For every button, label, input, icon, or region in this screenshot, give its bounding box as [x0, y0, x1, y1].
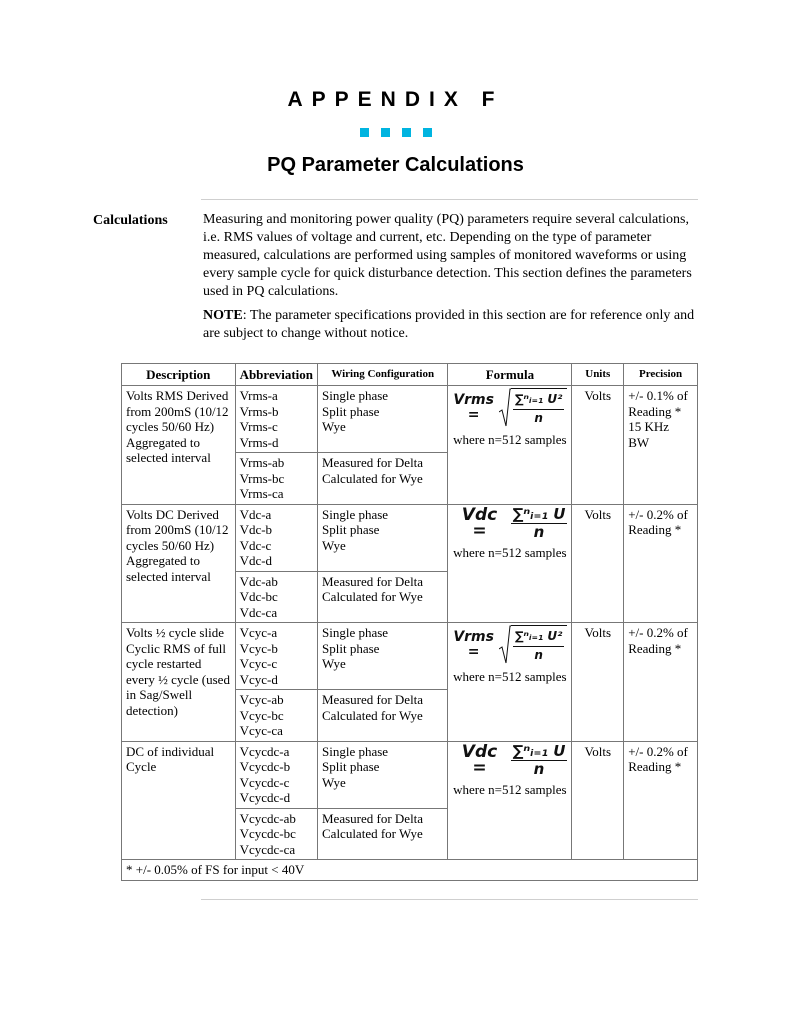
formula-numerator: ∑ⁿᵢ₌₁ U² [513, 392, 564, 410]
formula-lhs: Vdc = [461, 742, 498, 778]
cell-description: Volts ½ cycle slide Cyclic RMS of full cycle restarted every ½ cycle (used in Sag/Swell detection) [122, 623, 236, 742]
formula-lhs: Vdc = [461, 505, 498, 541]
header-precision: Precision [624, 364, 698, 386]
formula-denominator: n [534, 410, 543, 425]
table-footnote: * +/- 0.05% of FS for input < 40V [122, 860, 698, 881]
formula-fraction [513, 629, 564, 663]
cell-abbreviation: Vcyc-a Vcyc-b Vcyc-c Vcyc-d [235, 623, 317, 690]
header-description: Description [122, 364, 236, 386]
note-text: : The parameter specifications provided in this section are for reference only and are subject to change without notice. [203, 308, 695, 341]
cell-units: Volts [572, 386, 624, 505]
formula-expression [452, 625, 567, 665]
cell-formula [448, 741, 572, 860]
cell-abbreviation: Vcycdc-a Vcycdc-b Vcycdc-c Vcycdc-d [235, 741, 317, 808]
cell-units: Volts [572, 623, 624, 742]
formula-numerator: ∑ⁿᵢ₌₁ U [512, 741, 566, 760]
formula-fraction [511, 504, 568, 541]
table-header-row [122, 364, 698, 386]
formula-denominator: n [533, 760, 545, 778]
note-paragraph [203, 307, 700, 343]
formula-lhs: Vrms = [453, 628, 494, 660]
footnote-row [122, 860, 698, 881]
decorative-squares [0, 128, 791, 137]
cell-wiring: Measured for Delta Calculated for Wye [318, 453, 448, 505]
cell-wiring: Single phase Split phase Wye [318, 741, 448, 808]
accent-square [423, 128, 432, 137]
header-abbreviation: Abbreviation [235, 364, 317, 386]
cell-formula [448, 386, 572, 505]
header-formula: Formula [448, 364, 572, 386]
cell-abbreviation: Vrms-a Vrms-b Vrms-c Vrms-d [235, 386, 317, 453]
accent-square [360, 128, 369, 137]
cell-wiring: Single phase Split phase Wye [318, 386, 448, 453]
cell-precision: +/- 0.2% of Reading * [624, 623, 698, 742]
accent-square [402, 128, 411, 137]
cell-precision: +/- 0.2% of Reading * [624, 741, 698, 860]
cell-wiring: Single phase Split phase Wye [318, 623, 448, 690]
formula-numerator: ∑ⁿᵢ₌₁ U [512, 504, 566, 523]
cell-abbreviation: Vcyc-ab Vcyc-bc Vcyc-ca [235, 690, 317, 742]
cell-abbreviation: Vrms-ab Vrms-bc Vrms-ca [235, 453, 317, 505]
formula-denominator: n [533, 523, 545, 541]
formula-note: where n=512 samples [453, 669, 567, 684]
cell-abbreviation: Vcycdc-ab Vcycdc-bc Vcycdc-ca [235, 808, 317, 860]
appendix-heading: APPENDIX F [287, 88, 504, 111]
header-units: Units [572, 364, 624, 386]
formula-denominator: n [534, 647, 543, 662]
cell-description: Volts DC Derived from 200mS (10/12 cycles 50/60 Hz) Aggregated to selected interval [122, 504, 236, 623]
top-divider [201, 199, 698, 200]
page-title: PQ Parameter Calculations [267, 154, 524, 176]
accent-square [381, 128, 390, 137]
formula-note: where n=512 samples [453, 781, 567, 797]
table-row [122, 623, 698, 690]
cell-precision: +/- 0.2% of Reading * [624, 504, 698, 623]
note-label: NOTE [203, 308, 243, 323]
cell-abbreviation: Vdc-ab Vdc-bc Vdc-ca [235, 571, 317, 623]
bottom-divider [201, 899, 698, 900]
cell-formula [448, 623, 572, 742]
formula-note: where n=512 samples [453, 544, 567, 560]
formula-numerator: ∑ⁿᵢ₌₁ U² [513, 629, 564, 647]
formula-lhs: Vrms = [453, 391, 494, 423]
table-row [122, 504, 698, 571]
formula-note: where n=512 samples [453, 432, 567, 447]
cell-units: Volts [572, 504, 624, 623]
cell-wiring: Single phase Split phase Wye [318, 504, 448, 571]
section-label: Calculations [93, 213, 168, 228]
cell-abbreviation: Vdc-a Vdc-b Vdc-c Vdc-d [235, 504, 317, 571]
cell-wiring: Measured for Delta Calculated for Wye [318, 571, 448, 623]
formula-expression [452, 388, 567, 428]
intro-paragraph: Measuring and monitoring power quality (PQ) parameters require several calculations, i.e. RMS values of voltage and current, etc. Depending on the type of parameter measured, calculations are performed using samples of monitored waveforms or using every sample cycle for quick disturbance detection. This section defines the parameters used in PQ calculations. [203, 212, 692, 299]
header-wiring: Wiring Configuration [318, 364, 448, 386]
formula-expression [452, 741, 567, 778]
pq-parameter-table [121, 363, 698, 881]
cell-wiring: Measured for Delta Calculated for Wye [318, 808, 448, 860]
sqrt-sign [499, 388, 567, 428]
formula-fraction [511, 741, 568, 778]
formula-fraction [513, 392, 564, 426]
cell-wiring: Measured for Delta Calculated for Wye [318, 690, 448, 742]
table-row [122, 386, 698, 453]
table-row [122, 741, 698, 808]
sqrt-sign [499, 625, 567, 665]
formula-expression [452, 504, 567, 541]
cell-formula [448, 504, 572, 623]
cell-precision: +/- 0.1% of Reading * 15 KHz BW [624, 386, 698, 505]
cell-units: Volts [572, 741, 624, 860]
cell-description: Volts RMS Derived from 200mS (10/12 cycles 50/60 Hz) Aggregated to selected interval [122, 386, 236, 505]
cell-description: DC of individual Cycle [122, 741, 236, 860]
